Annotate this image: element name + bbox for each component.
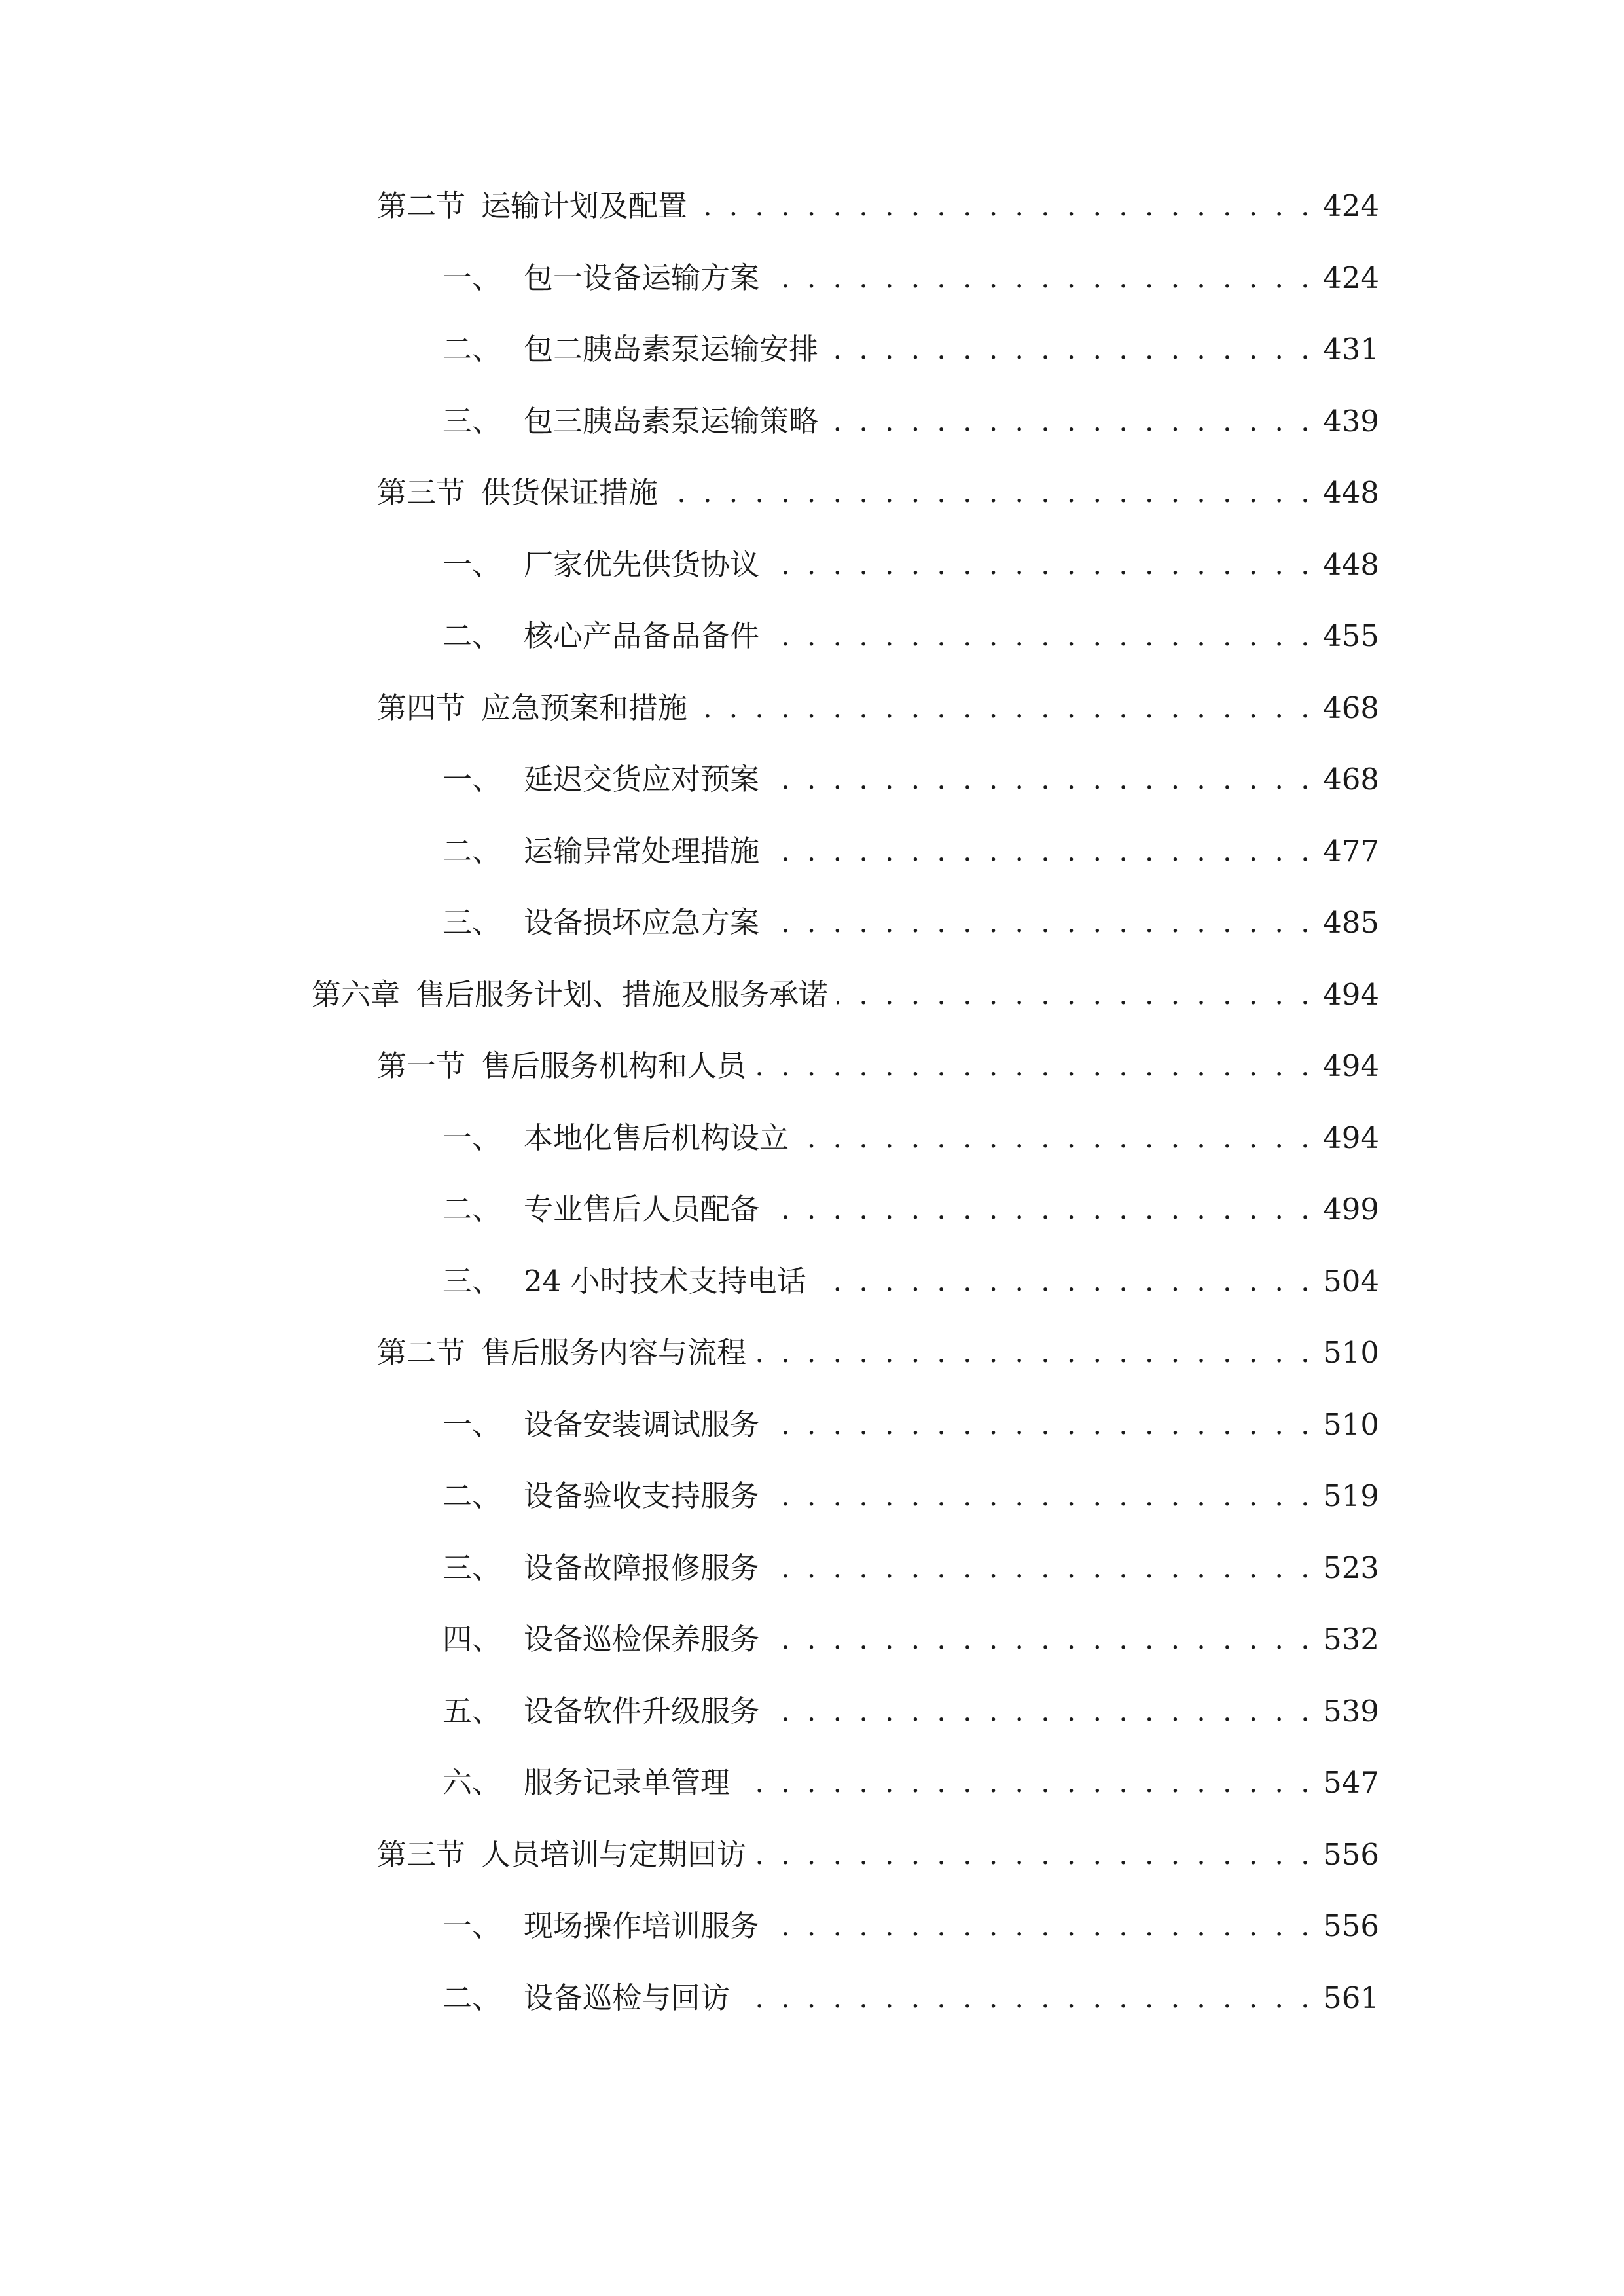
toc-page-number: 468: [1323, 691, 1379, 725]
toc-page-number: 494: [1323, 1049, 1379, 1083]
toc-entry-number: 一、: [442, 547, 502, 582]
toc-entry-title: 供货保证措施: [481, 475, 659, 510]
toc-entry-item[interactable]: [442, 613, 1379, 659]
toc-entry-title: 运输异常处理措施: [524, 834, 760, 869]
toc-page-number: 523: [1323, 1551, 1379, 1585]
toc-dot-leader: [755, 1832, 1314, 1878]
toc-entry-title: 现场操作培训服务: [524, 1909, 760, 1943]
toc-entry-title: 售后服务内容与流程: [481, 1335, 747, 1370]
toc-entry-item[interactable]: [442, 1473, 1379, 1519]
toc-dot-leader: [768, 1545, 1314, 1591]
toc-page-number: 532: [1323, 1622, 1379, 1657]
toc-entry-title: 包二胰岛素泵运输安排: [524, 332, 819, 367]
toc-entry-number: 第三节: [377, 1837, 466, 1872]
toc-entry-number: 四、: [442, 1622, 502, 1657]
toc-dot-leader: [739, 1760, 1314, 1806]
toc-entry-number: 二、: [442, 1981, 502, 2015]
toc-page-number: 556: [1323, 1909, 1379, 1943]
toc-entry-number: 二、: [442, 619, 502, 653]
toc-entry-title: 售后服务计划、措施及服务承诺: [416, 977, 829, 1012]
toc-entry-number: 第二节: [377, 1335, 466, 1370]
toc-entry-section[interactable]: [377, 1043, 1379, 1089]
toc-dot-leader: [768, 900, 1314, 946]
toc-entry-section[interactable]: [377, 470, 1379, 516]
toc-entry-title: 设备安装调试服务: [524, 1407, 760, 1442]
toc-page-number: 499: [1323, 1192, 1379, 1227]
toc-entry-number: 第一节: [377, 1049, 466, 1083]
toc-entry-number: 三、: [442, 1551, 502, 1585]
toc-entry-number: 一、: [442, 1407, 502, 1442]
toc-entry-title: 应急预案和措施: [481, 691, 688, 725]
toc-entry-title: 包一设备运输方案: [524, 260, 760, 295]
toc-dot-leader: [696, 685, 1314, 731]
toc-entry-number: 三、: [442, 1264, 502, 1299]
toc-entry-number: 一、: [442, 762, 502, 797]
toc-entry-item[interactable]: [442, 542, 1379, 588]
toc-entry-number: 第二节: [377, 188, 466, 223]
toc-entry-item[interactable]: [442, 1187, 1379, 1232]
toc-entry-item[interactable]: [442, 1115, 1379, 1161]
toc-page-number: 519: [1323, 1479, 1379, 1513]
toc-page-number: 510: [1323, 1407, 1379, 1442]
toc-entry-item[interactable]: [442, 399, 1379, 444]
toc-page-number: 424: [1323, 260, 1379, 295]
toc-entry-number: 一、: [442, 260, 502, 295]
toc-entry-title: 设备巡检与回访: [524, 1981, 731, 2015]
toc-entry-title: 包三胰岛素泵运输策略: [524, 404, 819, 439]
toc-dot-leader: [768, 1473, 1314, 1519]
toc-dot-leader: [768, 542, 1314, 588]
toc-page-number: 439: [1323, 404, 1379, 439]
toc-entry-item[interactable]: [442, 1689, 1379, 1734]
toc-entry-item[interactable]: [442, 757, 1379, 802]
toc-entry-chapter[interactable]: [312, 972, 1379, 1018]
toc-entry-title: 服务记录单管理: [524, 1765, 731, 1800]
toc-entry-number: 第三节: [377, 475, 466, 510]
toc-entry-section[interactable]: [377, 183, 1379, 229]
toc-entry-item[interactable]: [442, 1545, 1379, 1591]
toc-entry-title: 专业售后人员配备: [524, 1192, 760, 1227]
toc-page-number: 539: [1323, 1694, 1379, 1729]
toc-dot-leader: [696, 183, 1314, 229]
toc-page-number: 504: [1323, 1264, 1379, 1299]
toc-entry-number: 二、: [442, 834, 502, 869]
toc-entry-number: 一、: [442, 1909, 502, 1943]
toc-dot-leader: [768, 1903, 1314, 1949]
toc-dot-leader: [768, 757, 1314, 802]
toc-entry-item[interactable]: [442, 255, 1379, 301]
toc-entry-title: 本地化售后机构设立: [524, 1121, 789, 1155]
toc-page-number: 455: [1323, 619, 1379, 653]
toc-entry-section[interactable]: [377, 1832, 1379, 1878]
toc-page-number: 494: [1323, 977, 1379, 1012]
toc-entry-item[interactable]: [442, 327, 1379, 372]
toc-entry-item[interactable]: [442, 1975, 1379, 2021]
toc-page-number: 424: [1323, 188, 1379, 223]
toc-entry-number: 二、: [442, 1479, 502, 1513]
toc-entry-title: 延迟交货应对预案: [524, 762, 760, 797]
toc-dot-leader: [768, 1617, 1314, 1662]
toc-entry-title: 人员培训与定期回访: [481, 1837, 747, 1872]
toc-page-number: 468: [1323, 762, 1379, 797]
toc-entry-title: 售后服务机构和人员: [481, 1049, 747, 1083]
toc-dot-leader: [768, 1402, 1314, 1448]
toc-entry-title: 设备验收支持服务: [524, 1479, 760, 1513]
toc-entry-number: 六、: [442, 1765, 502, 1800]
toc-entry-title: 设备故障报修服务: [524, 1551, 760, 1585]
toc-entry-title: 核心产品备品备件: [524, 619, 760, 653]
toc-entry-number: 第四节: [377, 691, 466, 725]
toc-page-number: 477: [1323, 834, 1379, 869]
toc-dot-leader: [739, 1975, 1314, 2021]
toc-dot-leader: [768, 1187, 1314, 1232]
toc-entry-title: 设备巡检保养服务: [524, 1622, 760, 1657]
toc-dot-leader: [798, 1115, 1314, 1161]
toc-entry-item[interactable]: [442, 1903, 1379, 1949]
toc-page-number: 510: [1323, 1335, 1379, 1370]
toc-entry-number: 三、: [442, 905, 502, 940]
toc-dot-leader: [768, 613, 1314, 659]
toc-entry-item[interactable]: [442, 829, 1379, 874]
toc-entry-item[interactable]: [442, 1760, 1379, 1806]
toc-page-number: 448: [1323, 547, 1379, 582]
toc-entry-item[interactable]: [442, 1259, 1379, 1304]
toc-entry-item[interactable]: [442, 1617, 1379, 1662]
toc-page-number: 485: [1323, 905, 1379, 940]
toc-entry-title: 运输计划及配置: [481, 188, 688, 223]
toc-entry-number: 一、: [442, 1121, 502, 1155]
toc-page-number: 448: [1323, 475, 1379, 510]
toc-entry-number: 第六章: [312, 977, 401, 1012]
toc-entry-title: 设备损坏应急方案: [524, 905, 760, 940]
toc-entry-item[interactable]: [442, 1402, 1379, 1448]
toc-entry-title: 设备软件升级服务: [524, 1694, 760, 1729]
toc-entry-title: 24 小时技术支持电话: [524, 1264, 806, 1299]
toc-dot-leader: [755, 1330, 1314, 1376]
toc-dot-leader: [667, 470, 1314, 516]
toc-page-number: 547: [1323, 1765, 1379, 1800]
toc-page-number: 431: [1323, 332, 1379, 367]
toc-dot-leader: [827, 399, 1314, 444]
toc-entry-section[interactable]: [377, 1330, 1379, 1376]
toc-page-number: 561: [1323, 1981, 1379, 2015]
toc-page-number: 556: [1323, 1837, 1379, 1872]
toc-entry-item[interactable]: [442, 900, 1379, 946]
toc-dot-leader: [768, 1689, 1314, 1734]
toc-dot-leader: [755, 1043, 1314, 1089]
toc-entry-number: 三、: [442, 404, 502, 439]
toc-dot-leader: [827, 327, 1314, 372]
toc-entry-number: 二、: [442, 332, 502, 367]
toc-entry-number: 五、: [442, 1694, 502, 1729]
toc-page-number: 494: [1323, 1121, 1379, 1155]
toc-dot-leader: [768, 255, 1314, 301]
toc-entry-number: 二、: [442, 1192, 502, 1227]
toc-dot-leader: [816, 1259, 1314, 1304]
toc-dot-leader: [837, 972, 1314, 1018]
toc-dot-leader: [768, 829, 1314, 874]
toc-entry-section[interactable]: [377, 685, 1379, 731]
toc-entry-title: 厂家优先供货协议: [524, 547, 760, 582]
